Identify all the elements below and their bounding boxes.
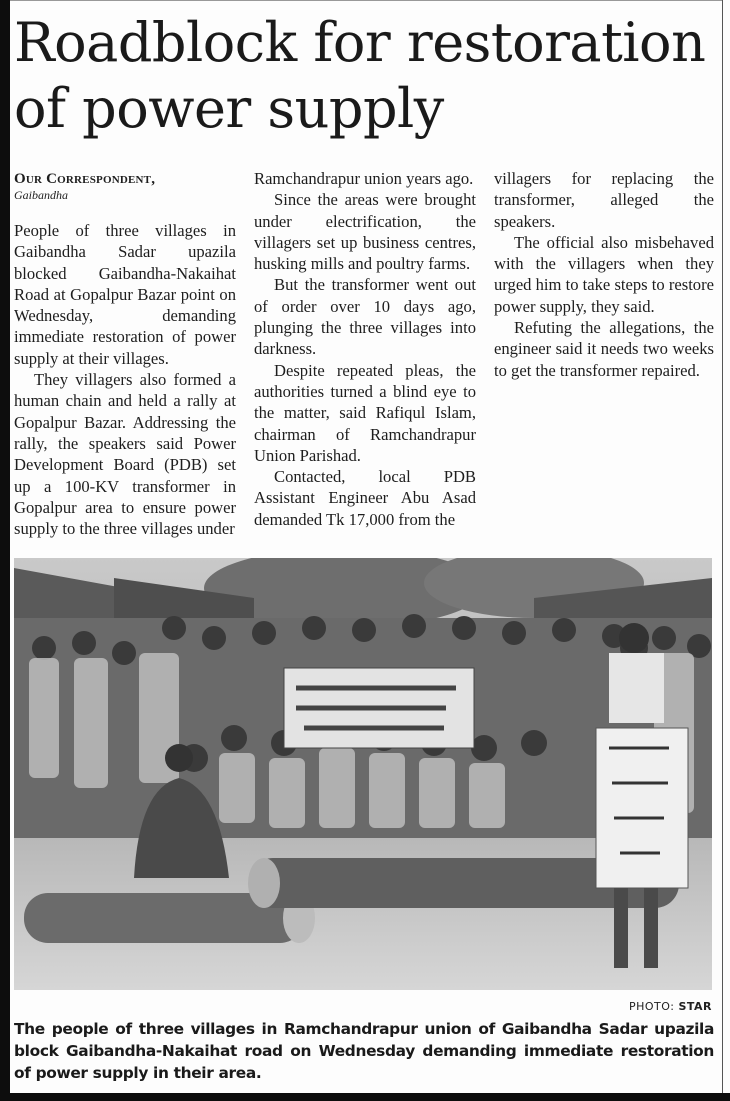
photo-credit-prefix: PHOTO: — [628, 1000, 679, 1013]
article-paragraph: But the transformer went out of order over 10 days ago, plunging the three villages into darkness. — [254, 275, 476, 359]
article-paragraph: villagers for replacing the transformer, alleged the speakers. — [494, 169, 714, 231]
column-rule — [722, 0, 723, 1093]
photo-credit-source: STAR — [678, 1000, 712, 1013]
article-paragraph: They villagers also formed a human chain and held a rally at Gopalpur Bazar. Addressing the rally, the speakers said Power Development Board (PDB) set up a 100-KV transformer in Gopalpur area to ensure power supply to the three villages under — [14, 370, 236, 539]
article-paragraph: The official also misbehaved with the villagers when they urged him to take steps to restore power supply, they said. — [494, 232, 714, 316]
article-paragraph: Contacted, local PDB Assistant Engineer Abu Asad demanded Tk 17,000 from the — [254, 467, 476, 529]
article-paragraph: Despite repeated pleas, the authorities turned a blind eye to the matter, said Rafiqul Islam, chairman of Ramchandrapur Union Parishad. — [254, 360, 476, 465]
article-column-2 — [254, 168, 476, 530]
news-photo — [14, 558, 712, 990]
page-edge-bar — [0, 0, 10, 1101]
article-paragraph: Since the areas were brought under electrification, the villagers set up business centres, husking mills and poultry farms. — [254, 190, 476, 274]
byline: Our Correspondent, — [14, 171, 156, 187]
article-paragraph: People of three villages in Gaibandha Sadar upazila blocked Gaibandha-Nakaihat Road at Gopalpur Bazar point on Wednesday, demanding immediate restoration of power supply at their villages. — [14, 221, 236, 368]
page-bottom-bar — [0, 1093, 730, 1101]
dateline: Gaibandha — [14, 188, 68, 202]
article-column-3 — [494, 168, 714, 381]
photo-credit — [629, 1000, 712, 1013]
roadblock-photo-illustration — [14, 558, 712, 990]
article-paragraph: Ramchandrapur union years ago. — [254, 169, 474, 188]
article-column-1 — [14, 170, 236, 539]
top-rule — [10, 0, 722, 1]
headline: Roadblock for restoration of power supply — [14, 11, 706, 140]
article-paragraph: Refuting the allegations, the engineer said it needs two weeks to get the transformer repaired. — [494, 318, 714, 380]
photo-caption: The people of three villages in Ramchandrapur union of Gaibandha Sadar upazila block Gaibandha-Nakaihat road on Wednesday demanding immediate restoration of power supply in their area. — [14, 1020, 714, 1082]
